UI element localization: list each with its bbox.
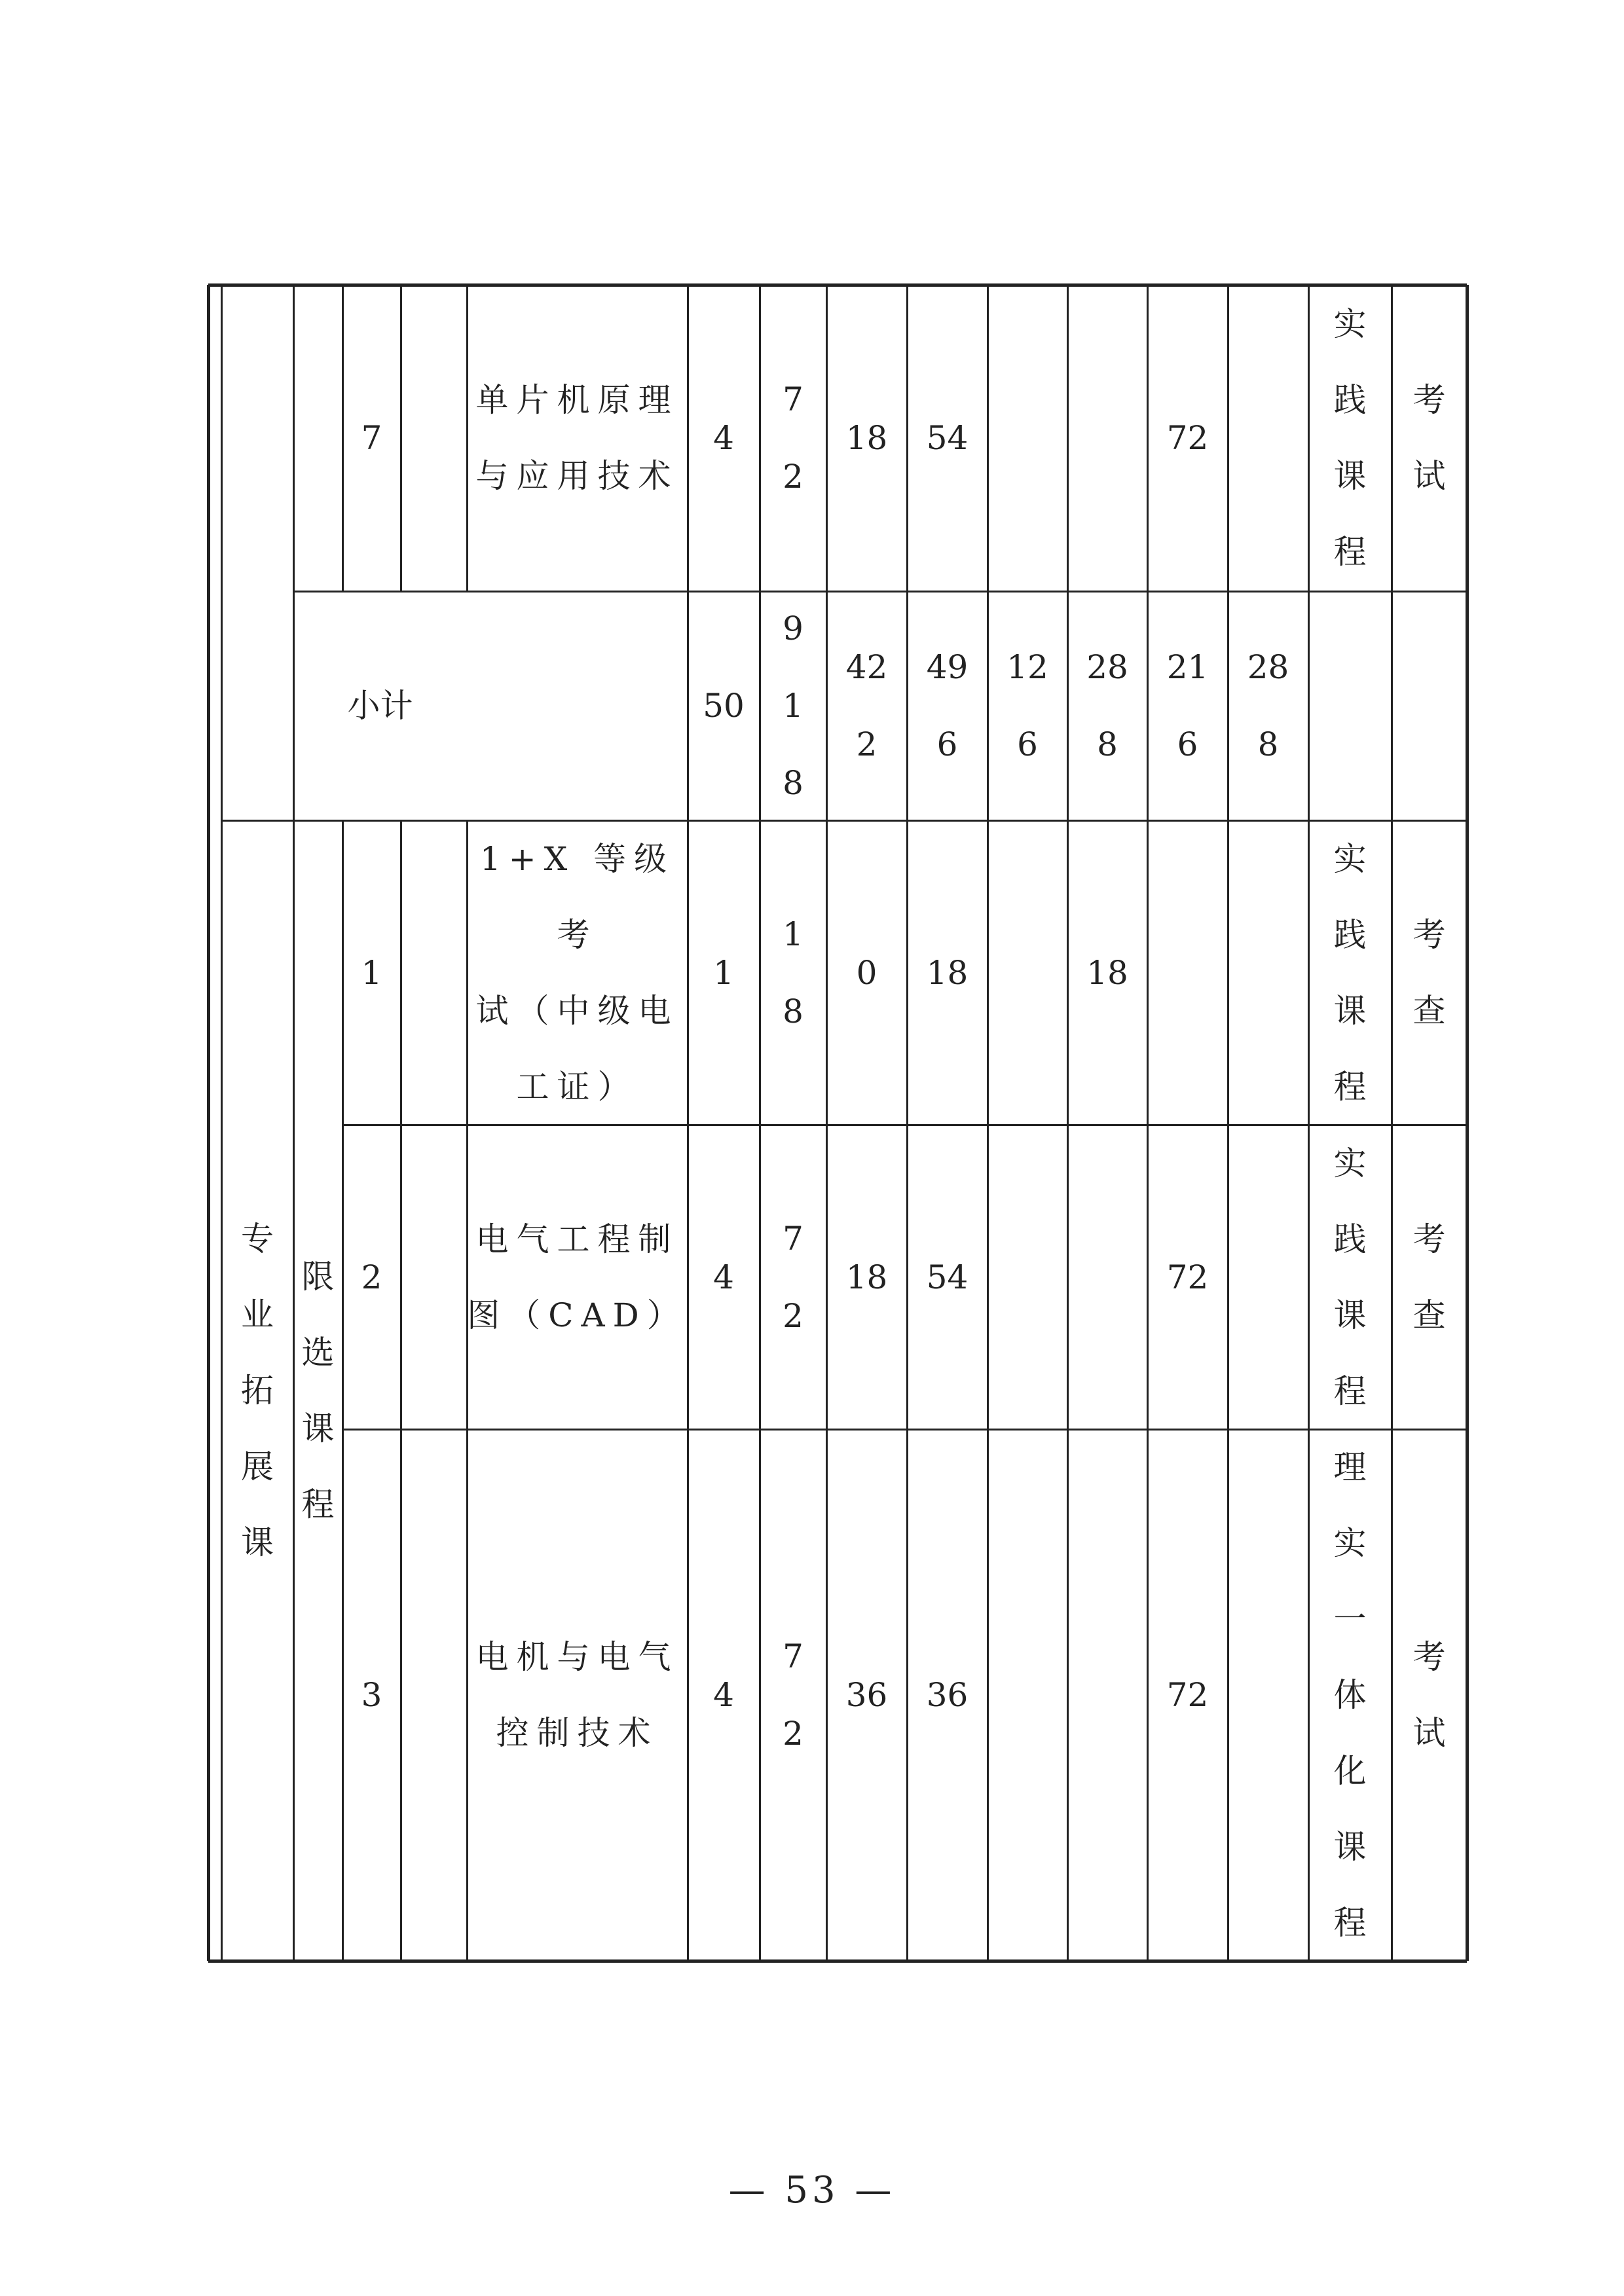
semester3-hours-cell <box>987 1125 1067 1429</box>
course-number: 7 <box>361 419 382 457</box>
course-number: 1 <box>361 953 382 992</box>
semester5-hours-cell: 72 <box>1166 419 1209 457</box>
total-hours-cell: 7 2 <box>783 380 803 496</box>
semester5-hours-cell <box>1147 820 1228 1125</box>
semester4-hours-cell <box>1067 1125 1147 1429</box>
total-hours-cell: 7 2 <box>783 1637 803 1753</box>
practice-hours-cell: 54 <box>926 419 969 457</box>
theory-hours-cell: 18 <box>845 1258 888 1296</box>
credits-cell: 50 <box>703 687 745 725</box>
semester4-hours-cell <box>1067 285 1147 591</box>
semester3-hours-cell: 12 6 <box>1006 648 1048 763</box>
semester4-hours-cell <box>1067 1429 1147 1961</box>
category-label: 专 业 拓 展 课 <box>241 1220 274 1561</box>
course-name: 1+X 等级考 试（中级电 工证） <box>475 839 679 1106</box>
course-name: 电气工程制 图（CAD） <box>467 1220 688 1334</box>
course-type: 实 践 课 程 <box>1333 1144 1367 1410</box>
practice-hours-cell: 49 6 <box>926 648 969 763</box>
total-hours-cell: 7 2 <box>783 1219 803 1335</box>
subtotal-label: 小计 <box>347 687 413 725</box>
credits-cell: 4 <box>713 1258 734 1296</box>
page-number: — 53 — <box>728 2168 896 2212</box>
assessment-method: 考 查 <box>1412 915 1446 1030</box>
semester5-hours-cell: 72 <box>1166 1258 1209 1296</box>
course-type: 理 实 一 体 化 课 程 <box>1333 1448 1367 1942</box>
semester6-hours-cell <box>1228 1125 1308 1429</box>
course-number: 3 <box>361 1676 382 1714</box>
practice-hours-cell: 54 <box>926 1258 969 1296</box>
total-hours-cell: 9 1 8 <box>783 610 803 802</box>
semester5-hours-cell: 21 6 <box>1166 648 1209 763</box>
semester6-hours-cell <box>1228 285 1308 591</box>
course-name: 电机与电气 控制技术 <box>475 1638 679 1752</box>
course-type: 实 践 课 程 <box>1333 839 1367 1106</box>
total-hours-cell: 1 8 <box>783 915 803 1030</box>
theory-hours-cell: 42 2 <box>845 648 888 763</box>
theory-hours-cell: 18 <box>845 419 888 457</box>
semester4-hours-cell: 18 <box>1086 953 1128 992</box>
semester3-hours-cell <box>987 1429 1067 1961</box>
assessment-method: 考 试 <box>1412 381 1446 495</box>
semester5-hours-cell: 72 <box>1166 1676 1209 1714</box>
course-type: 实 践 课 程 <box>1333 305 1367 571</box>
table-rule <box>207 285 210 1961</box>
practice-hours-cell: 36 <box>926 1676 969 1714</box>
course-name: 单片机原理 与应用技术 <box>475 381 679 495</box>
semester6-hours-cell <box>1228 1429 1308 1961</box>
theory-hours-cell: 36 <box>845 1676 888 1714</box>
credits-cell: 4 <box>713 419 734 457</box>
subcategory-label: 限 选 课 程 <box>301 1258 335 1523</box>
credits-cell: 1 <box>713 953 734 992</box>
semester3-hours-cell <box>987 285 1067 591</box>
credits-cell: 4 <box>713 1676 734 1714</box>
semester4-hours-cell: 28 8 <box>1086 648 1128 763</box>
theory-hours-cell: 0 <box>856 953 877 992</box>
course-number: 2 <box>361 1258 382 1296</box>
semester3-hours-cell <box>987 820 1067 1125</box>
assessment-method: 考 试 <box>1412 1638 1446 1752</box>
assessment-method: 考 查 <box>1412 1220 1446 1334</box>
semester6-hours-cell <box>1228 820 1308 1125</box>
practice-hours-cell: 18 <box>926 953 969 992</box>
semester6-hours-cell: 28 8 <box>1247 648 1289 763</box>
